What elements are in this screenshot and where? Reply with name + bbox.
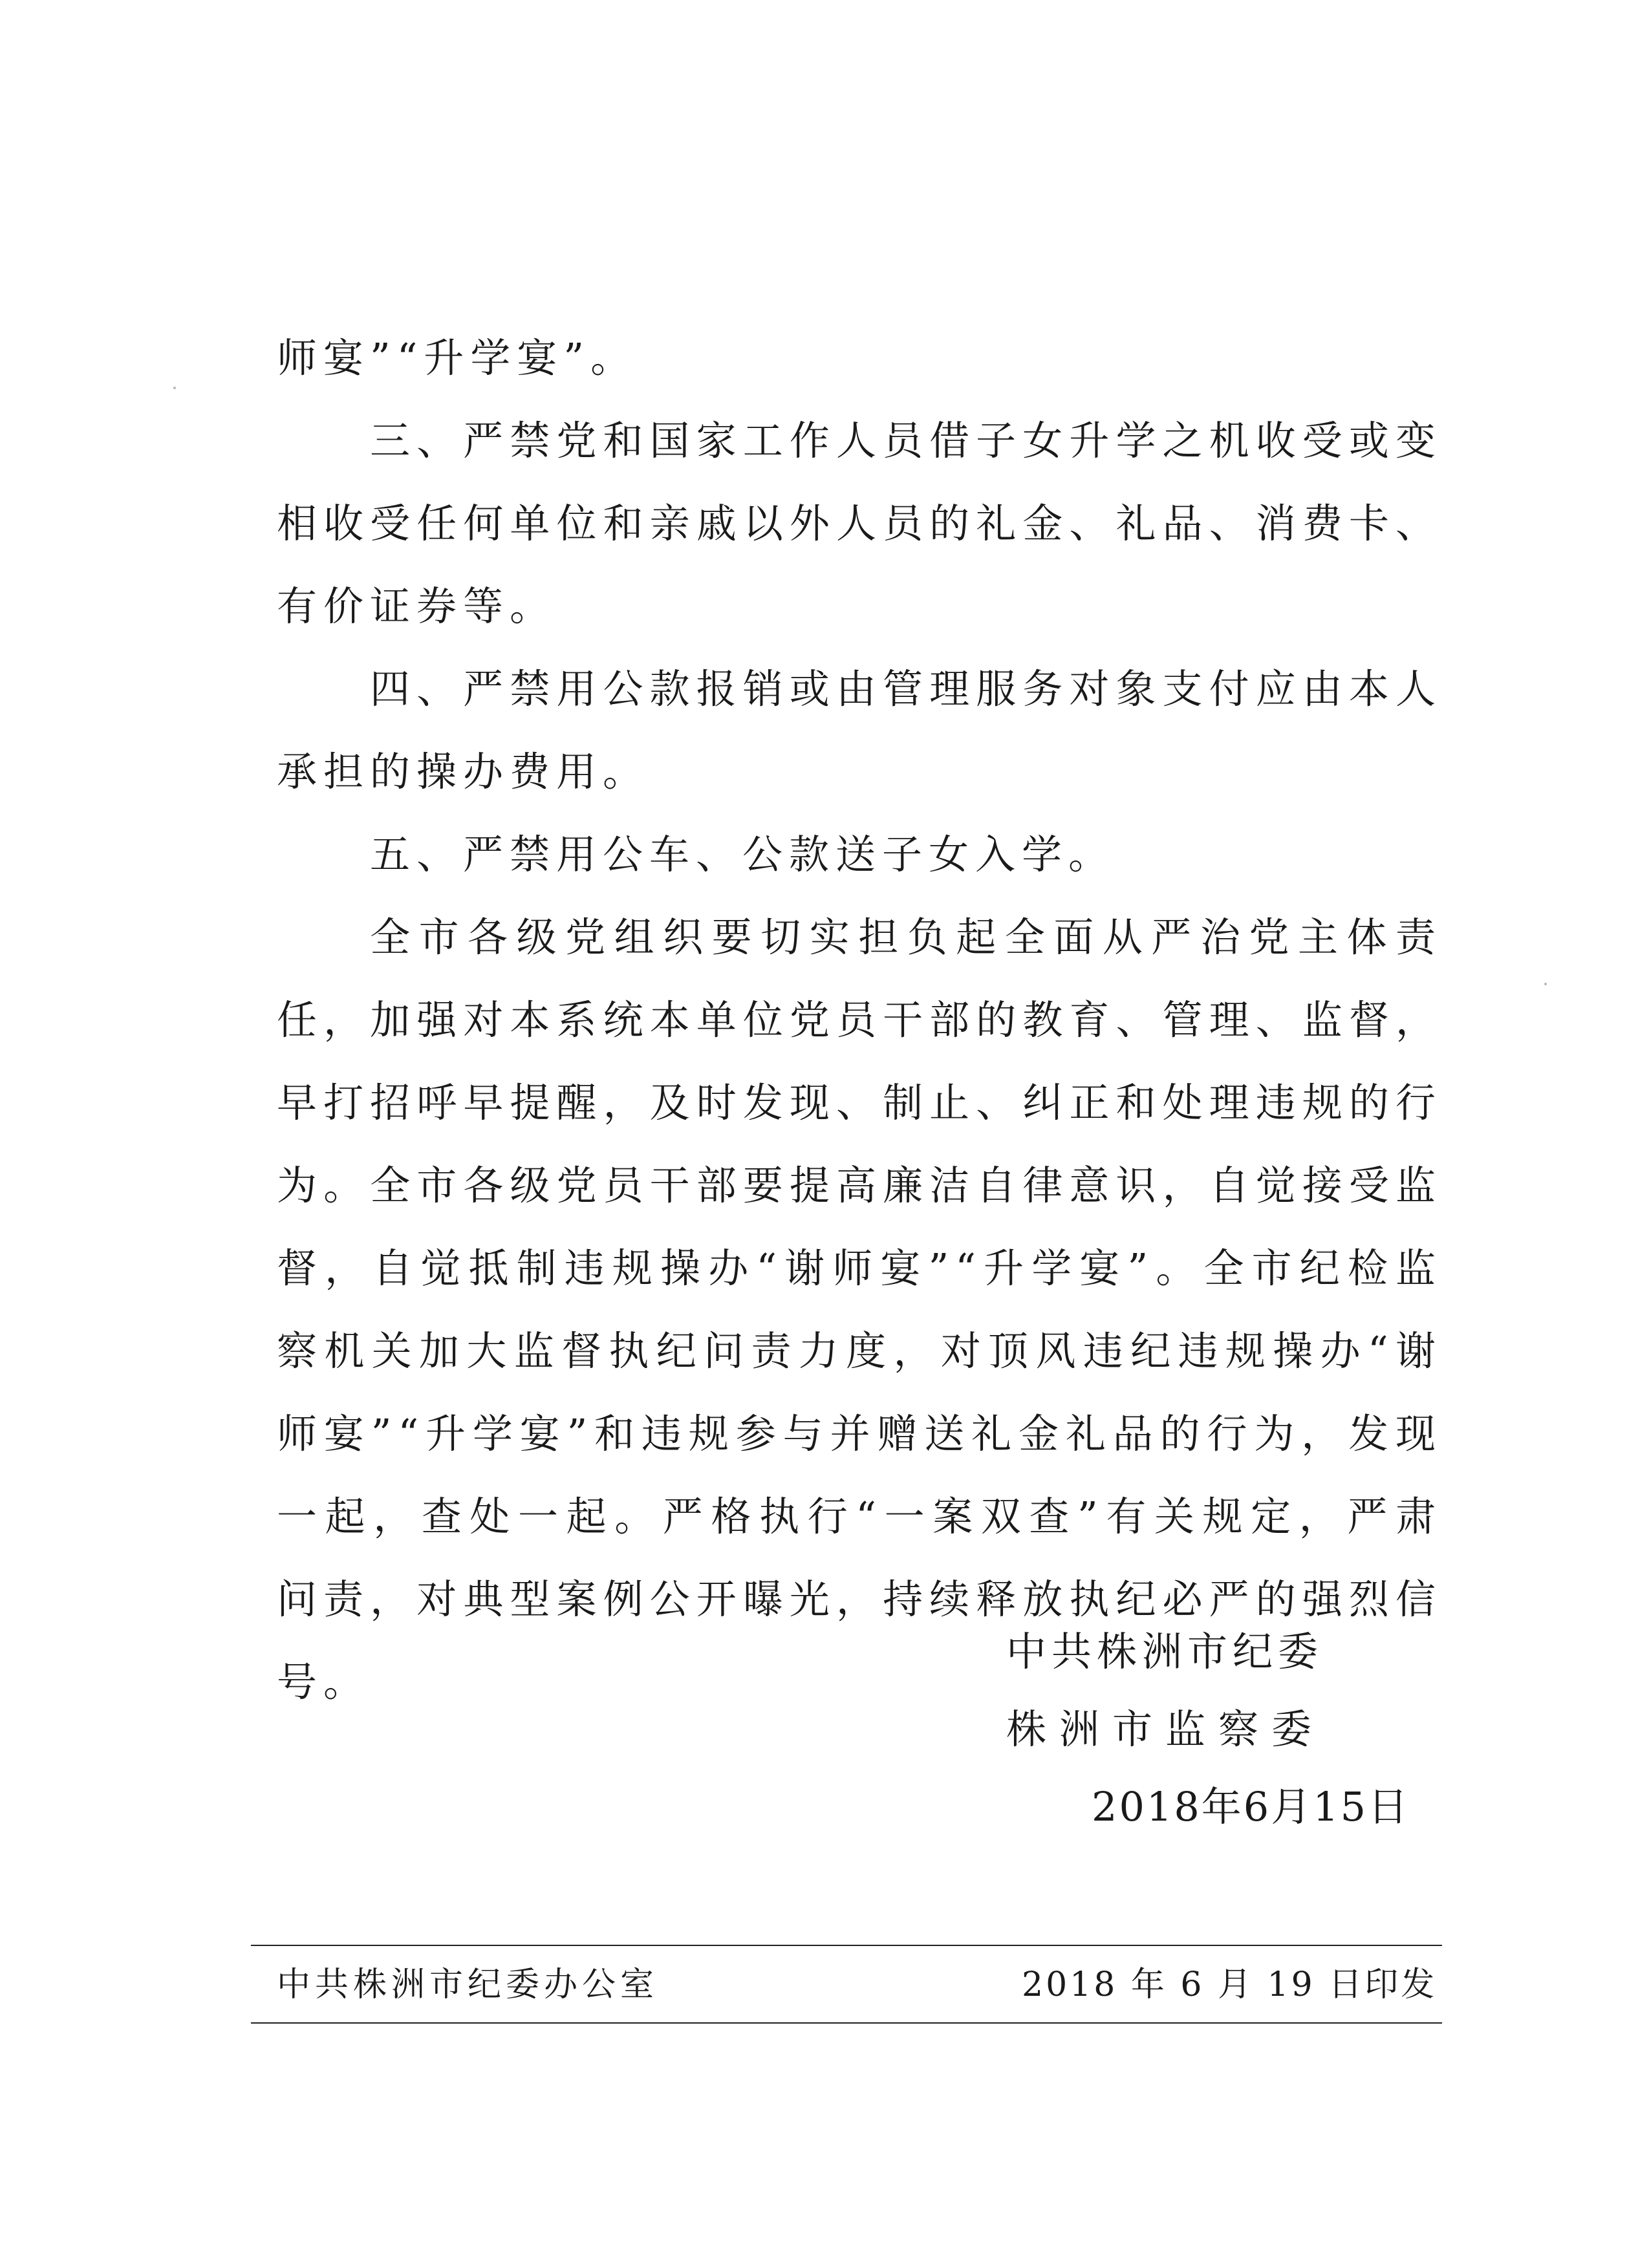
footer-print-date: 2018 年 6 月 19 日印发 (1022, 1965, 1438, 2004)
paragraph-item-3: 三、严禁党和国家工作人员借子女升学之机收受或变相收受任何单位和亲戚以外人员的礼金、礼品、消费卡、有价证券等。 (277, 417, 1442, 630)
document-body (277, 317, 1442, 1724)
footer-bottom-rule (251, 2022, 1442, 2024)
signature-block (1006, 1613, 1459, 1768)
paragraph-continuation: 师宴”“升学宴”。 (277, 334, 638, 381)
paragraph-item-5: 五、严禁用公车、公款送子女入学。 (370, 831, 1116, 878)
scan-speck (173, 387, 176, 389)
signature-date: 2018年6月15日 (1092, 1783, 1410, 1830)
paragraph-item-4: 四、严禁用公款报销或由管理服务对象支付应由本人承担的操办费用。 (277, 665, 1442, 795)
issuer-supervision-commission: 株洲市监察委 (1006, 1706, 1325, 1753)
footer-top-rule (251, 1945, 1442, 1946)
footer-issuing-office: 中共株洲市纪委办公室 (277, 1965, 659, 2004)
paragraph-closing: 全市各级党组织要切实担负起全面从严治党主体责任，加强对本系统本单位党员干部的教育、管理、监督，早打招呼早提醒，及时发现、制止、纠正和处理违规的行为。全市各级党员干部要提高廉洁自律意识，自觉接受监督，自觉抵制违规操办“谢师宴”“升学宴”。全市纪检监察机关加大监督执纪问责力度，对顶风违纪违规操办“谢师宴”“升学宴”和违规参与并赠送礼金礼品的行为，发现一起，查处一起。严格执行“一案双查”有关规定，严肃问责，对典型案例公开曝光，持续释放执纪必严的强烈信号。 (277, 914, 1442, 1706)
issuer-discipline-commission: 中共株洲市纪委 (1006, 1628, 1324, 1675)
scan-speck (1544, 983, 1547, 985)
